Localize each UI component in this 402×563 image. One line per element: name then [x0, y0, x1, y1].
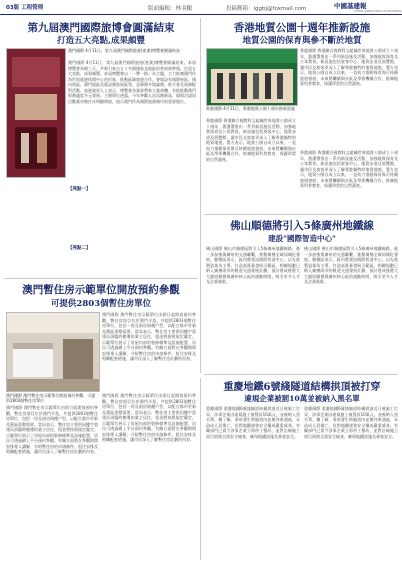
- article4-subheadline: 建設"國際智造中心": [268, 234, 336, 243]
- article1-caption: 澳門國際 4月11日，第九屆澳門國際旅遊(產業)博覽會圓滿結束: [68, 48, 181, 53]
- section-divider: [204, 374, 398, 375]
- article4-body-cont: 佛山國際 佛山市順德區將引入5條廣州地鐵線路，進一步加強與廣州的交通聯繫，推動廣佛全域同城化發展。順德區表示，區內將建設國際智造中心，以先進製造業為主導，打造高質量發展示範區。相關規劃已納入廣佛兩市的軌道交通發展計劃，預計建成後將大大縮短順德與廣州核心區的通勤時間，吸引更多人才及企業進駐。: [304, 246, 398, 284]
- article2-photo: [6, 312, 100, 392]
- article3-subheadline: 地質公園的保育與參不斷於地質: [242, 36, 362, 46]
- article3-body-cont2: 香港國際 香港聯合國教科文組織世界地質公園成立十週年，漁護署推出一系列新設施及活動，加強地質保育及公眾教育。新設施包括遊客中心、地質步道及展覽館，讓市民及旅客更深入了解香港獨特的地質地貌。署方表示，地質公園自成立以來，一直致力推動保育與可持續旅遊發展，未來將繼續與社區及學術機構合作，推廣地質科普教育，保護珍貴的自然遺產。: [300, 150, 398, 188]
- article4-headline: 佛山順德將引入5條廣州地鐵線: [230, 220, 374, 232]
- article5-body: 重慶國際 重慶地鐵6號綫隧道結構拱頂近日被施工打穿，涉事企業因違規施工被罰款10萬元，並被納入黑名單。據了解，事故發生時隧道內並無列車通過，未造成人員傷亡，但對地鐵運營安全構成嚴重威脅。有關部門已責令涉事企業立即停工整改，並對沿線施工項目展開全面安全檢查，確保地鐵設施及乘客安全。: [206, 406, 300, 439]
- article2-subheadline: 可提供2803個暫住房單位: [50, 299, 152, 309]
- article2-headline: 澳門暫住房示範單位開放預約參觀: [22, 284, 180, 296]
- page-header: [0, 0, 402, 15]
- article5-body-cont: 重慶國際 重慶地鐵6號綫隧道結構拱頂近日被施工打穿，涉事企業因違規施工被罰款10萬元，並被納入黑名單。據了解，事故發生時隧道內並無列車通過，未造成人員傷亡，但對地鐵運營安全構成嚴重威脅。有關部門已責令涉事企業立即停工整改，並對沿線施工項目展開全面安全檢查，確保地鐵設施及乘客安全。: [304, 406, 398, 439]
- article1-subheading-2: 【亮點二】: [68, 246, 91, 251]
- section-divider: [4, 278, 198, 279]
- article3-headline: 香港地質公園十週年推新設施: [233, 22, 371, 34]
- article3-photo: [206, 48, 298, 106]
- article3-body: 香港國際 香港聯合國教科文組織世界地質公園成立十週年，漁護署推出一系列新設施及活動，加強地質保育及公眾教育。新設施包括遊客中心、地質步道及展覽館，讓市民及旅客更深入了解香港獨特的地質地貌。署方表示，地質公園自成立以來，一直致力推動保育與可持續旅遊發展，未來將繼續與社區及學術機構合作，推廣地質科普教育，保護珍貴的自然遺產。: [300, 48, 398, 86]
- article2-body: 澳門國際 澳門暫住房示範單位由即日起開放預約參觀。暫住房項目位於澳門半島，共提供2803個暫住房單位，包括一房及兩房兩種戶型，以配合都市更新及舊區重整需要。當局表示，暫住房主要供因樓宇重建而須臨時搬遷的業主居住，租金將按照規定釐定。示範單位展示了房屋內部的裝修標準及設施配置，居民可透過網上平台預約參觀。有關方面將在參觀期間安排專人講解，介紹暫住房的申請條件、租住安排及相關配套措施，讓市民深入了解暫住房計劃的內容。: [6, 405, 98, 454]
- article1-headline: 第九屆澳門國際旅博會圓滿結束: [27, 22, 175, 34]
- article5-headline: 重慶地鐵6號綫隧道結構拱頂被打穿: [223, 382, 381, 393]
- article2-body-top: 澳門國際 澳門暫住房示範單位由即日起開放預約參觀。暫住房項目位於澳門半島，共提供2803個暫住房單位，包括一房及兩房兩種戶型，以配合都市更新及舊區重整需要。當局表示，暫住房主要供因樓宇重建而須臨時搬遷的業主居住，租金將按照規定釐定。示範單位展示了房屋內部的裝修標準及設施配置，居民可透過網上平台預約參觀。有關方面將在參觀期間安排專人講解，介紹暫住房的申請條件、租住安排及相關配套措施，讓市民深入了解暫住房計劃的內容。: [102, 312, 196, 361]
- newspaper-logo-subtitle: CHINA INFRASTRUCTURE NEWS: [354, 9, 402, 13]
- newspaper-logo: 中國基建報: [334, 2, 367, 10]
- section-divider: [204, 214, 398, 215]
- editor-credit: 版面編輯：林羽鵬: [148, 6, 193, 12]
- article1-photo: [6, 48, 66, 178]
- article1-body: 澳門國際 4月11日，第九屆澳門國際旅遊(產業)博覽會圓滿結束。本屆博覽會為期三天，共吸引來自五十多個國家及地區的參展商參與，打造五大亮點，成果頗豐。本屆博覽會以「一帶一路」為主題，大力推廣澳門作為世界旅遊休閒中心的形象，推動區域旅遊合作。會場設有國際展區、國內展區、澳門展區及葡語國家展區等，並舉辦多場論壇、推介會及商務配對活動。旅遊業界人士表示，博覽會為業界帶來大量商機，有助推動澳門經濟適度多元發展。主辦單位透露，今年參觀人次再創新高，現場洽談項目數量亦較往年明顯增加，展示澳門作為國際旅遊城市的重要地位。: [68, 60, 196, 104]
- article2-body-cont: 澳門國際 澳門暫住房示範單位由即日起開放預約參觀。暫住房項目位於澳門半島，共提供2803個暫住房單位，包括一房及兩房兩種戶型，以配合都市更新及舊區重整需要。當局表示，暫住房主要供因樓宇重建而須臨時搬遷的業主居住，租金將按照規定釐定。示範單位展示了房屋內部的裝修標準及設施配置，居民可透過網上平台預約參觀。有關方面將在參觀期間安排專人講解，介紹暫住房的申請條件、租住安排及相關配套措施，讓市民深入了解暫住房計劃的內容。: [102, 393, 196, 442]
- article5-subheadline: 違規企業被罰10萬並被納入黑名單: [244, 394, 360, 403]
- article1-subheadline: 打造五大亮點,成果頗豐: [57, 36, 145, 46]
- article3-body-cont: 香港國際 香港聯合國教科文組織世界地質公園成立十週年，漁護署推出一系列新設施及活動，加強地質保育及公眾教育。新設施包括遊客中心、地質步道及展覽館，讓市民及旅客更深入了解香港獨特的地質地貌。署方表示，地質公園自成立以來，一直致力推動保育與可持續旅遊發展，未來將繼續與社區及學術機構合作，推廣地質科普教育，保護珍貴的自然遺產。: [206, 118, 296, 162]
- page-section-label: 03版 工程管理: [6, 5, 44, 11]
- article4-body: 佛山國際 佛山市順德區將引入5條廣州地鐵線路，進一步加強與廣州的交通聯繫，推動廣佛全域同城化發展。順德區表示，區內將建設國際智造中心，以先進製造業為主導，打造高質量發展示範區。相關規劃已納入廣佛兩市的軌道交通發展計劃，預計建成後將大大縮短順德與廣州核心區的通勤時間，吸引更多人才及企業進駐。: [206, 246, 300, 284]
- column-divider: [200, 18, 201, 373]
- submission-email: 投稿郵箱：iggbj@foxmail.com: [226, 6, 307, 12]
- article1-subheading-1: 【亮點一】: [68, 187, 91, 192]
- column-divider: [200, 378, 201, 560]
- article2-caption: 澳門國際 澳門暫住房示範單位開放預約參觀，可提供2803個暫住房單位: [6, 393, 96, 403]
- article3-caption: 香港國際 4月11日，香港地質公園十週年推新設施: [206, 106, 295, 111]
